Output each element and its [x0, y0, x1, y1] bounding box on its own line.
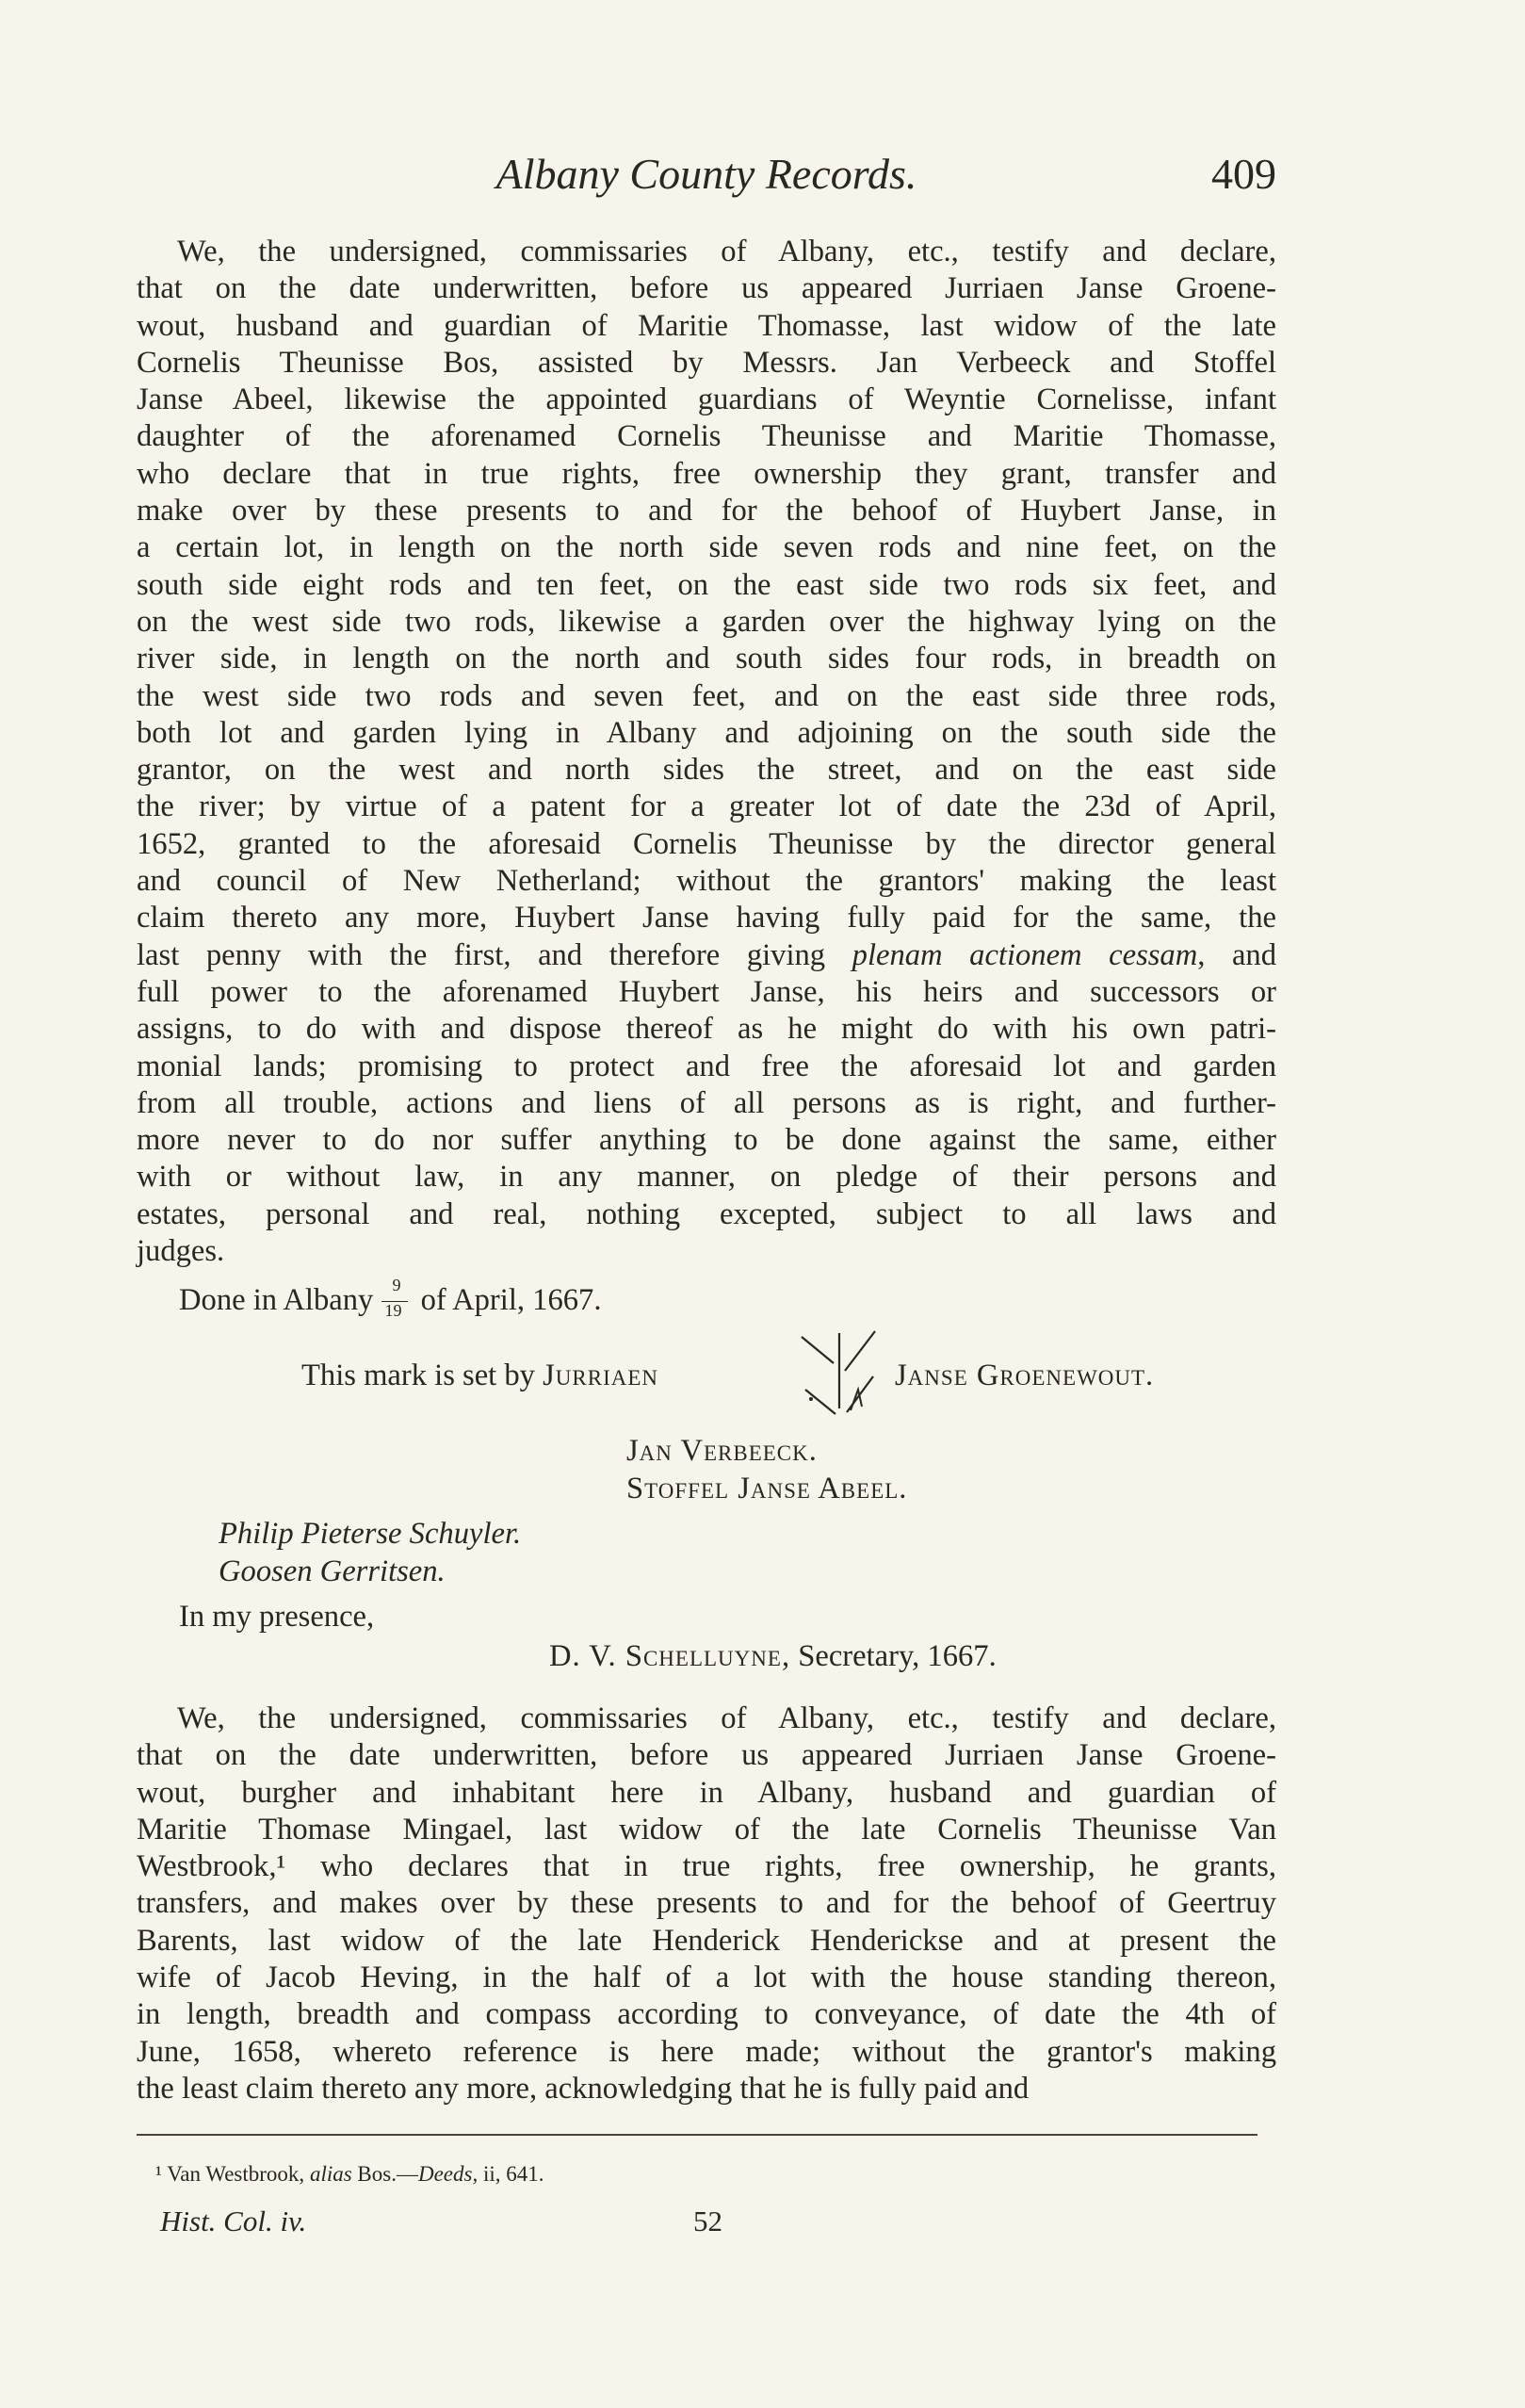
paragraph-line: the west side two rods and seven feet, and on the east side three rods, [137, 678, 1276, 713]
mark-line-left: This mark is set by Jurriaen [301, 1359, 658, 1392]
deed-entry-1 [137, 234, 1276, 1270]
paragraph-line: We, the undersigned, commissaries of Albany, etc., testify and declare, [177, 235, 1276, 268]
paragraph-line: wife of Jacob Heving, in the half of a lot with the house standing thereon, [137, 1961, 1276, 1995]
signature-mark-number: 52 [693, 2205, 722, 2237]
paragraph-line: make over by these presents to and for the behoof of Huybert Janse, in [137, 494, 1276, 529]
paragraph-line: that on the date underwritten, before us appeared Jurriaen Janse Groene- [137, 271, 1276, 306]
paragraph-line: the river; by virtue of a patent for a greater lot of date the 23d of April, [137, 789, 1276, 824]
paragraph-line: from all trouble, actions and liens of all persons as is right, and further- [137, 1085, 1276, 1120]
paragraph-line: and council of New Netherland; without the grantors' making the least [137, 864, 1276, 899]
paragraph-line: daughter of the aforenamed Cornelis Theunisse and Maritie Thomasse, [137, 419, 1276, 454]
footnote-rule [137, 2134, 1257, 2136]
presence-line: In my presence, [179, 1600, 375, 1634]
paragraph-line: estates, personal and real, nothing excepted, subject to all laws and [137, 1196, 1276, 1231]
signature-mark [796, 1324, 890, 1418]
paragraph-line: on the west side two rods, likewise a garden over the highway lying on the [137, 604, 1276, 639]
paragraph-line: that on the date underwritten, before us appeared Jurriaen Janse Groene- [137, 1738, 1276, 1773]
paragraph-line: in length, breadth and compass according to conveyance, of date the 4th of [137, 1997, 1276, 2032]
witness-schuyler: Philip Pieterse Schuyler. [219, 1517, 522, 1551]
paragraph-line: the least claim thereto any more, acknowledging that he is fully paid and [137, 2071, 1030, 2106]
date-fraction: $\frac{9}{19}$ [381, 1289, 413, 1317]
paragraph-line: river side, in length on the north and south sides four rods, in breadth on [137, 642, 1276, 676]
paragraph-line: full power to the aforenamed Huybert Janse, his heirs and successors or [137, 974, 1276, 1009]
witness-gerritsen: Goosen Gerritsen. [219, 1554, 446, 1588]
paragraph-line: Janse Abeel, likewise the appointed guardians of Weyntie Cornelisse, infant [137, 382, 1276, 417]
paragraph-line: Maritie Thomase Mingael, last widow of the late Cornelis Theunisse Van [137, 1812, 1276, 1847]
deed-entry-2 [137, 1700, 1276, 2107]
paragraph-line: last penny with the first, and therefore giving plenam actionem cessam, and [137, 937, 1277, 972]
paragraph-line: Westbrook,¹ who declares that in true rights, free ownership, he grants, [137, 1849, 1276, 1884]
page-header [137, 149, 1276, 205]
paragraph-line: grantor, on the west and north sides the street, and on the east side [137, 753, 1276, 788]
paragraph-line: We, the undersigned, commissaries of Albany, etc., testify and declare, [177, 1701, 1276, 1735]
paragraph-line: more never to do nor suffer anything to be done against the same, either [137, 1123, 1276, 1158]
running-head: Albany County Records. [495, 150, 917, 198]
signature-abeel: Stoffel Janse Abeel. [626, 1472, 908, 1505]
paragraph-line: wout, husband and guardian of Maritie Thomasse, last widow of the late [137, 308, 1276, 343]
done-line: Done in Albany $\frac{9}{19}$ of April, 1667. [179, 1275, 602, 1320]
signature-verbeeck: Jan Verbeeck. [626, 1434, 818, 1468]
paragraph-line: assigns, to do with and dispose thereof as he might do with his own patri- [137, 1012, 1276, 1047]
paragraph-line: monial lands; promising to protect and free the aforesaid lot and garden [137, 1049, 1276, 1083]
paragraph-line: a certain lot, in length on the north side seven rods and nine feet, on the [137, 530, 1276, 565]
paragraph-line: both lot and garden lying in Albany and adjoining on the south side the [137, 715, 1276, 750]
latin-phrase: plenam actionem cessam [852, 937, 1198, 972]
mark-line-right: Janse Groenewout. [895, 1359, 1155, 1392]
paragraph-line: claim thereto any more, Huybert Janse having fully paid for the same, the [137, 901, 1276, 936]
paragraph-line: wout, burgher and inhabitant here in Albany, husband and guardian of [137, 1775, 1276, 1810]
paragraph-line: Barents, last widow of the late Henderick Henderickse and at present the [137, 1923, 1276, 1958]
paragraph-line: south side eight rods and ten feet, on the east side two rods six feet, and [137, 567, 1276, 602]
footnote: ¹ Van Westbrook, alias Bos.—Deeds, ii, 641. [155, 2162, 544, 2186]
paragraph-line: June, 1658, whereto reference is here made; without the grantor's making [137, 2034, 1276, 2069]
collection-reference: Hist. Col. iv. [160, 2205, 307, 2237]
paragraph-line: Cornelis Theunisse Bos, assisted by Messrs. Jan Verbeeck and Stoffel [137, 345, 1276, 380]
paragraph-line: judges. [137, 1234, 225, 1269]
paragraph-line: who declare that in true rights, free ownership they grant, transfer and [137, 456, 1276, 491]
paragraph-line: 1652, granted to the aforesaid Cornelis Theunisse by the director general [137, 826, 1276, 861]
page-number: 409 [1211, 150, 1276, 198]
paragraph-line: with or without law, in any manner, on pledge of their persons and [137, 1160, 1276, 1195]
paragraph-line: transfers, and makes over by these presents to and for the behoof of Geertruy [137, 1886, 1276, 1921]
secretary-line: D. V. Schelluyne, Secretary, 1667. [549, 1639, 997, 1673]
